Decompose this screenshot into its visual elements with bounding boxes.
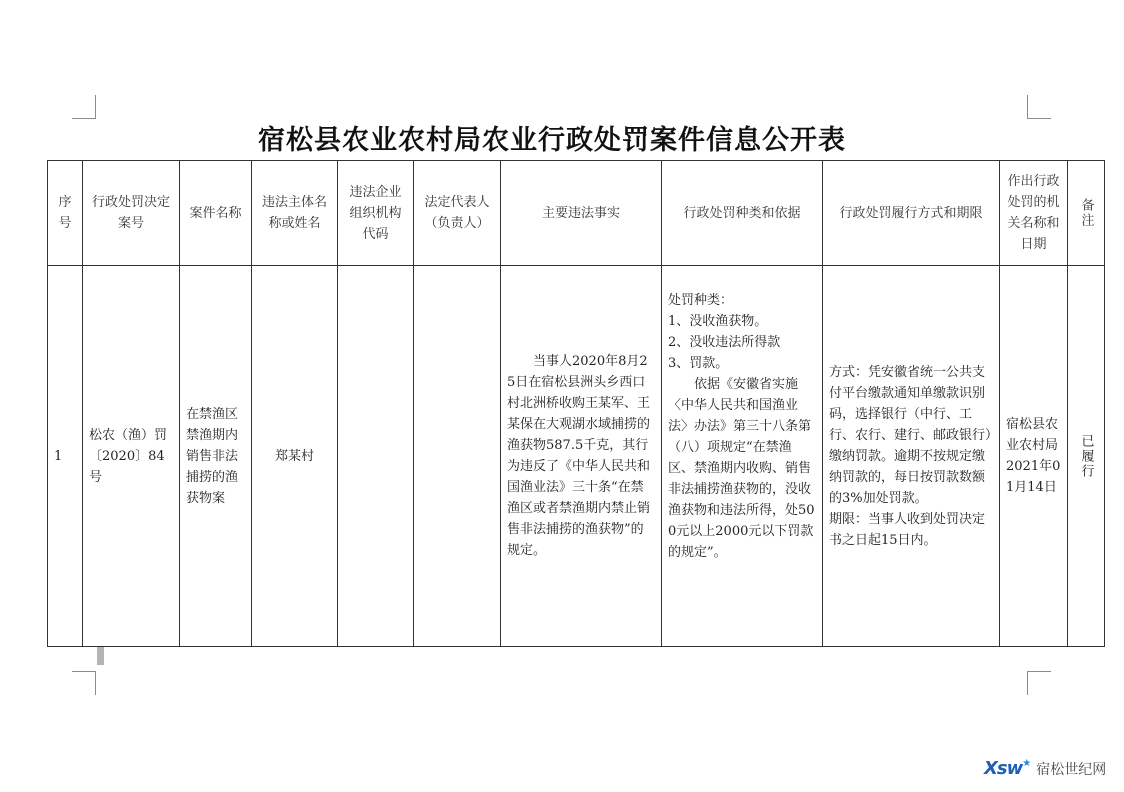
cell-authority [1000, 266, 1068, 647]
remarks-text: 已履行 [1078, 433, 1094, 479]
cell-remarks [1068, 266, 1105, 647]
cell-case-name: 在禁渔区禁渔期内销售非法捕捞的渔获物案 [180, 266, 252, 647]
fulfilment-period: 期限：当事人收到处罚决定书之日起15日内。 [829, 511, 986, 548]
cell-seq: 1 [48, 266, 83, 647]
table-header-row [48, 161, 1105, 266]
site-watermark [984, 758, 1106, 779]
header-penalty-type: 行政处罚种类和依据 [662, 161, 823, 266]
header-subject: 违法主体名称或姓名 [252, 161, 338, 266]
authority-date: 2021年01月14日 [1006, 459, 1061, 495]
header-remarks [1068, 161, 1105, 266]
header-remarks-text: 备注 [1078, 198, 1094, 228]
header-legal-rep: 法定代表人（负责人） [414, 161, 501, 266]
cell-facts: 当事人2020年8月25日在宿松县洲头乡西口村北洲桥收购王某军、王某保在大观湖水域捕捞的渔获物587.5千克，其行为违反了《中华人民共和国渔业法》三十条“在禁渔区或者禁渔期内禁止销售非法捕捞的渔获物”的规定。 [501, 266, 662, 647]
site-logo: Xsw★ [984, 758, 1031, 779]
table-row [48, 266, 1105, 647]
penalty-info-table [47, 160, 1105, 647]
cell-legal-rep [414, 266, 501, 647]
penalty-item-3: 3、罚款。 [668, 356, 729, 371]
site-name: 宿松世纪网 [1036, 761, 1107, 778]
cell-fulfilment [823, 266, 1000, 647]
page-title: 宿松县农业农村局农业行政处罚案件信息公开表 [258, 125, 846, 156]
header-authority: 作出行政处罚的机关名称和日期 [1000, 161, 1068, 266]
header-org-code: 违法企业组织机构代码 [338, 161, 414, 266]
header-decision-no: 行政处罚决定案号 [83, 161, 180, 266]
header-fulfilment: 行政处罚履行方式和期限 [823, 161, 1000, 266]
authority-name: 宿松县农业农村局 [1006, 417, 1059, 453]
cell-subject: 郑某村 [252, 266, 338, 647]
cell-penalty-type [662, 266, 823, 647]
penalty-item-1: 1、没收渔获物。 [668, 314, 768, 329]
cell-decision-no: 松农（渔）罚〔2020〕84号 [83, 266, 180, 647]
penalty-basis: 依据《安徽省实施〈中华人民共和国渔业法〉办法》第三十八条第（八）项规定“在禁渔区、禁渔期内收购、销售非法捕捞渔获物的，没收渔获物和违法所得，处500元以上2000元以下罚款的规定”。 [668, 377, 815, 560]
fulfilment-method: 方式：凭安徽省统一公共支付平台缴款通知单缴款识别码，选择银行（中行、工行、农行、建行、邮政银行）缴纳罚款。逾期不按规定缴纳罚款的，每日按罚款数额的3%加处罚款。 [829, 364, 992, 506]
text-cursor-marker [97, 647, 104, 665]
header-case-name: 案件名称 [180, 161, 252, 266]
header-seq: 序号 [48, 161, 83, 266]
penalty-types-title: 处罚种类： [668, 293, 734, 308]
penalty-item-2: 2、没收违法所得款 [668, 335, 781, 350]
cell-org-code [338, 266, 414, 647]
header-facts: 主要违法事实 [501, 161, 662, 266]
